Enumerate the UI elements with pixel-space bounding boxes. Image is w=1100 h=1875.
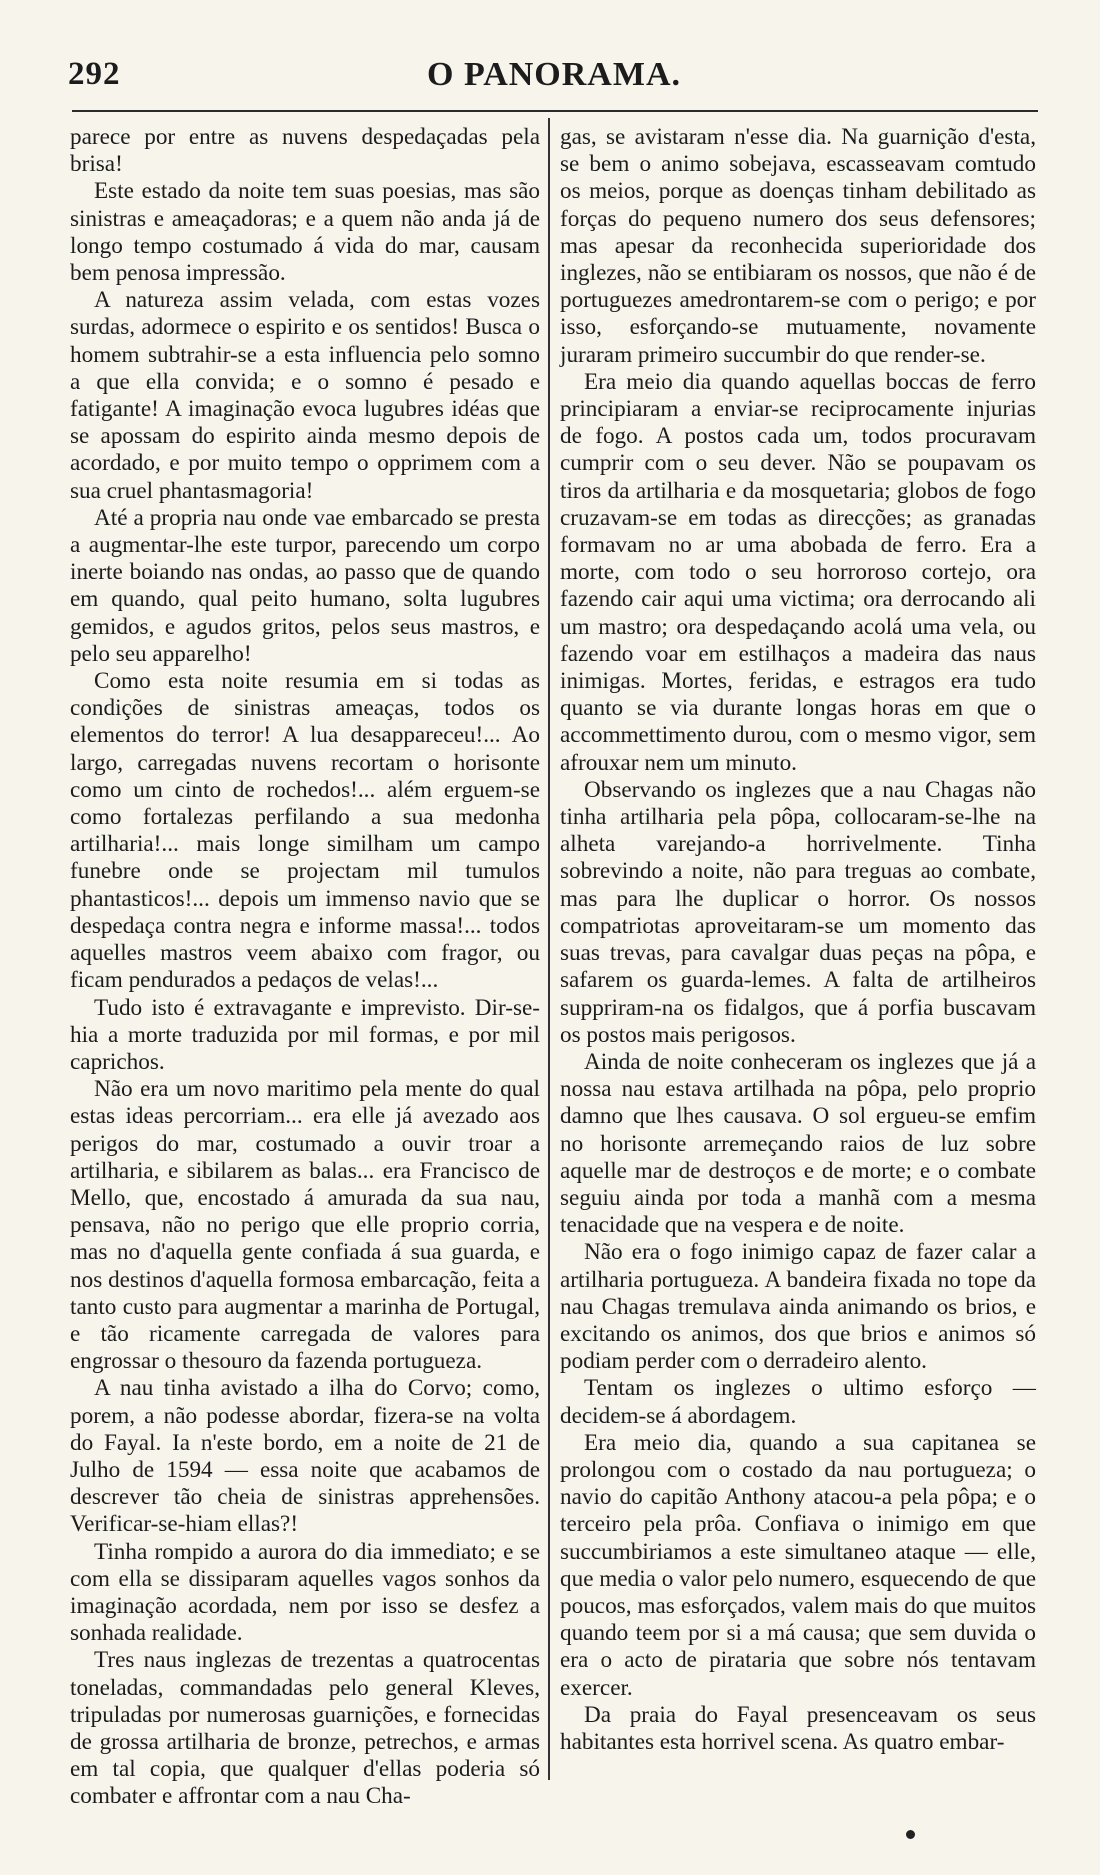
paragraph: Observando os inglezes que a nau Chagas não tinha artilharia pela pôpa, collocaram-se-lhe na alheta varejando-a horrivelmente. Tinha sobrevindo a noite, não para treguas ao combate, mas para lhe duplicar o horror. Os nossos compatriotas aproveitaram-se um momento das suas trevas, para cavalgar duas peças na pôpa, e safarem os guarda-lemes. A falta de artilheiros suppriram-na os fidalgos, que á porfia buscavam os postos mais perigosos.: [560, 776, 1036, 1048]
paragraph: Tentam os inglezes o ultimo esforço — decidem-se á abordagem.: [560, 1375, 1036, 1429]
paragraph: parece por entre as nuvens despedaçadas pela brisa!: [70, 124, 540, 178]
paragraph: Este estado da noite tem suas poesias, mas são sinistras e ameaçadoras; e a quem não anda já de longo tempo costumado á vida do mar, causam bem penosa impressão.: [70, 178, 540, 287]
paragraph: Tinha rompido a aurora do dia immediato; e se com ella se dissiparam aquelles vagos sonhos da imaginação acordada, nem por isso se desfez a sonhada realidade.: [70, 1538, 540, 1647]
ink-dot: [906, 1830, 915, 1839]
left-column: [70, 124, 540, 1811]
right-column: [560, 124, 1036, 1756]
paragraph: Era meio dia, quando a sua capitanea se prolongou com o costado da nau portugueza; o navio do capitão Anthony atacou-a pela pôpa; e o terceiro pela prôa. Confiava o inimigo em que succumbiriamos a este simultaneo ataque — elle, que media o valor pelo numero, esquecendo de que poucos, mas esforçados, valem mais do que muitos quando teem por si a má causa; que sem duvida o era o acto de piratariа que sobre nós tentavam exercer.: [560, 1429, 1036, 1701]
paragraph: A nau tinha avistado a ilha do Corvo; como, porem, a não podesse abordar, fizera-se na volta do Fayal. Ia n'este bordo, em a noite de 21 de Julho de 1594 — essa noite que acabamos de descrever tão cheia de sinistras apprehensões. Verificar-se-hiam ellas?!: [70, 1375, 540, 1538]
paragraph: Da praia do Fayal presenceavam os seus habitantes esta horrivel scena. As quatro embar-: [560, 1701, 1036, 1755]
paragraph: Tres naus inglezas de trezentas a quatrocentas toneladas, commandadas pelo general Kleves, tripuladas por numerosas guarnições, e fornecidas de grossa artilharia de bronze, petrechos, e armas em tal copia, que qualquer d'ellas poderia só combater e affrontar com a nau Cha-: [70, 1647, 540, 1810]
paragraph: Não era um novo maritimo pela mente do qual estas ideas percorriam... era elle já avezado aos perigos do mar, costumado a ouvir troar a artilharia, e sibilarem as balas... era Francisco de Mello, que, encostado á amurada da sua nau, pensava, não no perigo que elle proprio corria, mas no d'aquella gente confiada á sua guarda, e nos destinos d'aquella formosa embarcação, feita a tanto custo para augmentar a marinha de Portugal, e tão ricamente carregada de valores para engrossar o thesouro da fazenda portugueza.: [70, 1076, 540, 1375]
paragraph: A natureza assim velada, com estas vozes surdas, adormece o espirito e os sentidos! Busca o homem subtrahir-se a esta influencia pelo somno a que ella convida; e o somno é pesado e fatigante! A imaginação evoca lugubres idéas que se apossam do espirito ainda mesmo depois de acordado, e por muito tempo o opprimem com a sua cruel phantasmagoria!: [70, 287, 540, 504]
paragraph: Como esta noite resumia em si todas as condições de sinistras ameaças, todos os elementos do terror! A lua desappareceu!... Ao largo, carregadas nuvens recortam o horisonte como um cinto de rochedos!... além erguem-se como fortalezas perfilando a sua medonha artilharia!... mais longe similham um campo funebre onde se projectam mil tumulos phantasticos!... depois um immenso navio que se despedaça contra negra e informe massa!... todos aquelles mastros veem abaixo com fragor, ou ficam pendurados a pedaços de velas!...: [70, 668, 540, 994]
paragraph: Tudo isto é extravagante e imprevisto. Dir-se-hia a morte traduzida por mil formas, e por mil caprichos.: [70, 994, 540, 1075]
paragraph: Ainda de noite conheceram os inglezes que já a nossa nau estava artilhada na pôpa, pelo proprio damno que lhes causava. O sol ergueu-se emfim no horisonte arremeçando raios de luz sobre aquelle mar de destroços e de morte; e o combate seguiu ainda por toda a manhã com a mesma tenacidade que na vespera e de noite.: [560, 1048, 1036, 1239]
header-rule: [72, 110, 1038, 112]
paragraph: Não era o fogo inimigo capaz de fazer calar a artilharia portugueza. A bandeira fixada no tope da nau Chagas tremulava ainda animando os brios, e excitando os animos, dos que brios e animos só podiam perder com o derradeiro alento.: [560, 1239, 1036, 1375]
page-header: [68, 50, 1040, 100]
paragraph: gas, se avistaram n'esse dia. Na guarnição d'esta, se bem o animo sobejava, escasseavam comtudo os meios, porque as doenças tinham debilitado as forças do pequeno numero dos seus defensores; mas apesar da reconhecida superioridade dos inglezes, não se entibiaram os nossos, que não é de portuguezes amedrontarem-se com o perigo; e por isso, esforçando-se mutuamente, novamente juraram primeiro succumbir do que render-se.: [560, 124, 1036, 368]
journal-title: O PANORAMA.: [427, 56, 681, 93]
column-divider: [548, 118, 550, 1780]
page-number: 292: [68, 56, 121, 92]
paragraph: Até a propria nau onde vae embarcado se presta a augmentar-lhe este turpor, parecendo um corpo inerte boiando nas ondas, ao passo que de quando em quando, qual peito humano, solta lugubres gemidos, e agudos gritos, pelos seus mastros, e pelo seu apparelho!: [70, 504, 540, 667]
paragraph: Era meio dia quando aquellas boccas de ferro principiaram a enviar-se reciprocamente injurias de fogo. A postos cada um, todos procuravam cumprir com o seu dever. Não se poupavam os tiros da artilharia e da mosquetaria; globos de fogo cruzavam-se em todas as direcções; as granadas formavam no ar uma abobada de ferro. Era a morte, com todo o seu horroroso cortejo, ora fazendo cair aqui uma victima; ora derrocando ali um mastro; ora despedaçando acolá uma vela, ou fazendo voar em estilhaços a madeira das naus inimigas. Mortes, feridas, e estragos era tudo quanto se via durante longas horas em que o accommettimento durou, com o mesmo vigor, sem afrouxar nem um minuto.: [560, 368, 1036, 776]
